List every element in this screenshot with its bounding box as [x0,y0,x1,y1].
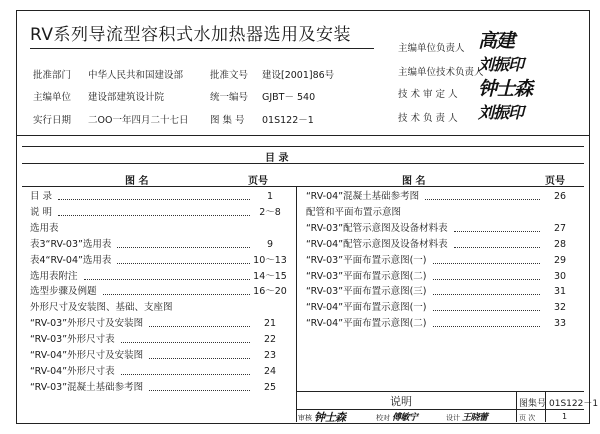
toc-item-name: “RV-04”混凝土基础参考图 [306,191,420,202]
toc-row [30,332,288,348]
toc-leader-dots [433,326,540,327]
check-signature: 傅敏宁 [392,413,418,423]
date: 二OO一年四月二十七日 [88,115,189,126]
check-label: 校对 [376,414,390,422]
toc-item-page: 1 [266,191,274,202]
atlas-number: 01S122－1 [549,399,599,409]
title-block-sep [516,391,517,422]
toc-item-name: 配管和平面布置示意图 [306,206,402,218]
toc-item-name: “RV-04”外形尺寸及安装图 [30,350,144,361]
approve-doc-label: 批准文号 [210,70,249,81]
toc-leader-dots [149,390,250,391]
toc-item-name: “RV-03”配管示意图及设备材料表 [306,222,448,234]
toc-item-page: 33 [553,318,567,330]
approve-doc: 建设[2001]86号 [262,70,335,81]
sheet-title: 说明 [390,395,412,408]
toc-item-page: 22 [263,334,277,346]
toc-leader-dots [103,294,250,295]
toc-header-line [22,186,584,187]
editor-label: 主编单位 [33,92,72,103]
toc-row [30,364,288,380]
toc-item-name: “RV-03”混凝土基础参考图 [30,381,144,393]
toc-item-page: 14～15 [253,270,287,282]
toc-item-name: 表4“RV-04”选用表 [30,254,112,266]
toc-item-page: 31 [553,286,567,298]
toc-row [306,205,578,221]
toc-item-page: 32 [553,302,567,314]
toc-row [306,269,578,285]
toc-leader-dots [454,231,540,232]
number: GJBT－ 540 [262,92,316,103]
document-title: RV系列导流型容积式水加热器选用及安装 [30,25,352,45]
page-label: 页 次 [519,414,536,422]
toc-row [306,253,578,269]
toc-item-page: 21 [263,318,277,330]
atlas-number: 01S122－1 [262,115,314,126]
toc-item-page: 30 [553,270,567,282]
toc-right-page-header: 页号 [545,176,565,187]
toc-item-name: 选型步骤及例题 [30,286,97,298]
toc-row [306,316,578,332]
toc-row [30,205,288,221]
toc-leader-dots [117,247,250,248]
toc-row [30,269,288,285]
toc-leader-dots [84,279,250,280]
number-label: 统一编号 [210,92,249,103]
atlas-label: 图集号 [519,399,547,409]
signature: 钟士森 [478,78,533,100]
toc-column-divider [296,186,297,391]
toc-leader-dots [433,310,540,311]
page-number: 1 [562,412,568,421]
title-block-top [296,391,584,392]
responsible-label: 主编单位技术负责人 [398,67,484,78]
toc-leader-dots [121,374,250,375]
responsible-label: 技 术 审 定 人 [398,89,458,100]
toc-item-name: “RV-03”外形尺寸及安装图 [30,318,144,330]
toc-row [306,284,578,300]
toc-row [30,380,288,396]
toc-row [30,237,288,253]
toc-item-name: 外形尺寸及安装图、基础、支座图 [30,302,173,314]
toc-title-line [22,163,584,164]
toc-leader-dots [149,358,250,359]
atlas-label: 图 集 号 [210,115,245,126]
toc-item-name: “RV-04”外形尺寸表 [30,365,115,377]
toc-row [30,253,288,269]
toc-leader-dots [454,247,540,248]
toc-row [306,221,578,237]
design-label: 设计 [446,414,460,422]
toc-top-line [22,146,584,147]
toc-leader-dots [425,199,540,200]
toc-leader-dots [433,294,540,295]
toc-leader-dots [117,263,250,264]
toc-item-page: 26 [553,191,567,202]
toc-item-page: 2～8 [259,206,281,218]
toc-item-page: 23 [263,350,277,361]
toc-item-page: 28 [553,238,567,250]
toc-item-name: “RV-03”平面布置示意图(一) [306,254,427,266]
toc-row [306,237,578,253]
toc-leader-dots [433,263,540,264]
toc-leader-dots [149,326,250,327]
date-label: 实行日期 [33,115,72,126]
toc-item-page: 9 [266,238,274,250]
toc-leader-dots [433,279,540,280]
toc-row [30,348,288,364]
approve-dept: 中华人民共和国建设部 [88,70,184,81]
toc-item-name: 表3“RV-03”选用表 [30,238,112,250]
toc-item-name: 选用表 [30,222,59,234]
toc-item-name: “RV-03”外形尺寸表 [30,334,115,346]
title-block-left [296,391,297,422]
toc-row [306,300,578,316]
header-divider [16,135,590,136]
toc-row [306,189,578,205]
approve-dept-label: 批准部门 [33,70,72,81]
toc-item-name: “RV-03”平面布置示意图(二) [306,270,427,282]
toc-item-name: “RV-03”平面布置示意图(三) [306,286,427,298]
toc-item-name: 说 明 [30,206,53,218]
toc-item-page: 27 [553,222,567,234]
title-underline [30,48,374,49]
toc-item-name: 目 录 [30,191,53,202]
toc-item-name: “RV-04”平面布置示意图(一) [306,302,427,314]
toc-left-page-header: 页号 [248,176,268,187]
toc-leader-dots [58,215,250,216]
toc-title: 目 录 [265,153,289,164]
signature: 刘振印 [478,55,524,74]
toc-right-name-header: 图 名 [402,176,426,187]
toc-row [30,300,288,316]
toc-row [30,221,288,237]
design-signature: 王晓蕾 [462,413,488,423]
toc-item-page: 29 [553,254,567,266]
toc-row [30,284,288,300]
toc-item-page: 24 [263,365,277,377]
signature: 高建 [478,30,515,52]
toc-leader-dots [58,199,250,200]
toc-item-name: “RV-04”平面布置示意图(二) [306,318,427,330]
review-label: 审核 [298,414,312,422]
toc-item-page: 25 [263,381,277,393]
responsible-label: 主编单位负责人 [398,43,465,54]
toc-item-page: 10～13 [253,254,287,266]
toc-row [30,189,288,205]
review-signature: 钟士森 [314,411,346,424]
responsible-label: 技 术 负 责 人 [398,113,458,124]
toc-item-name: “RV-04”配管示意图及设备材料表 [306,238,448,250]
toc-row [30,316,288,332]
toc-left-name-header: 图 名 [125,176,149,187]
toc-item-page: 16～20 [253,286,287,298]
editor: 建设部建筑设计院 [88,92,165,103]
signature: 刘振印 [478,103,524,122]
toc-leader-dots [121,342,250,343]
toc-item-name: 选用表附注 [30,270,78,282]
